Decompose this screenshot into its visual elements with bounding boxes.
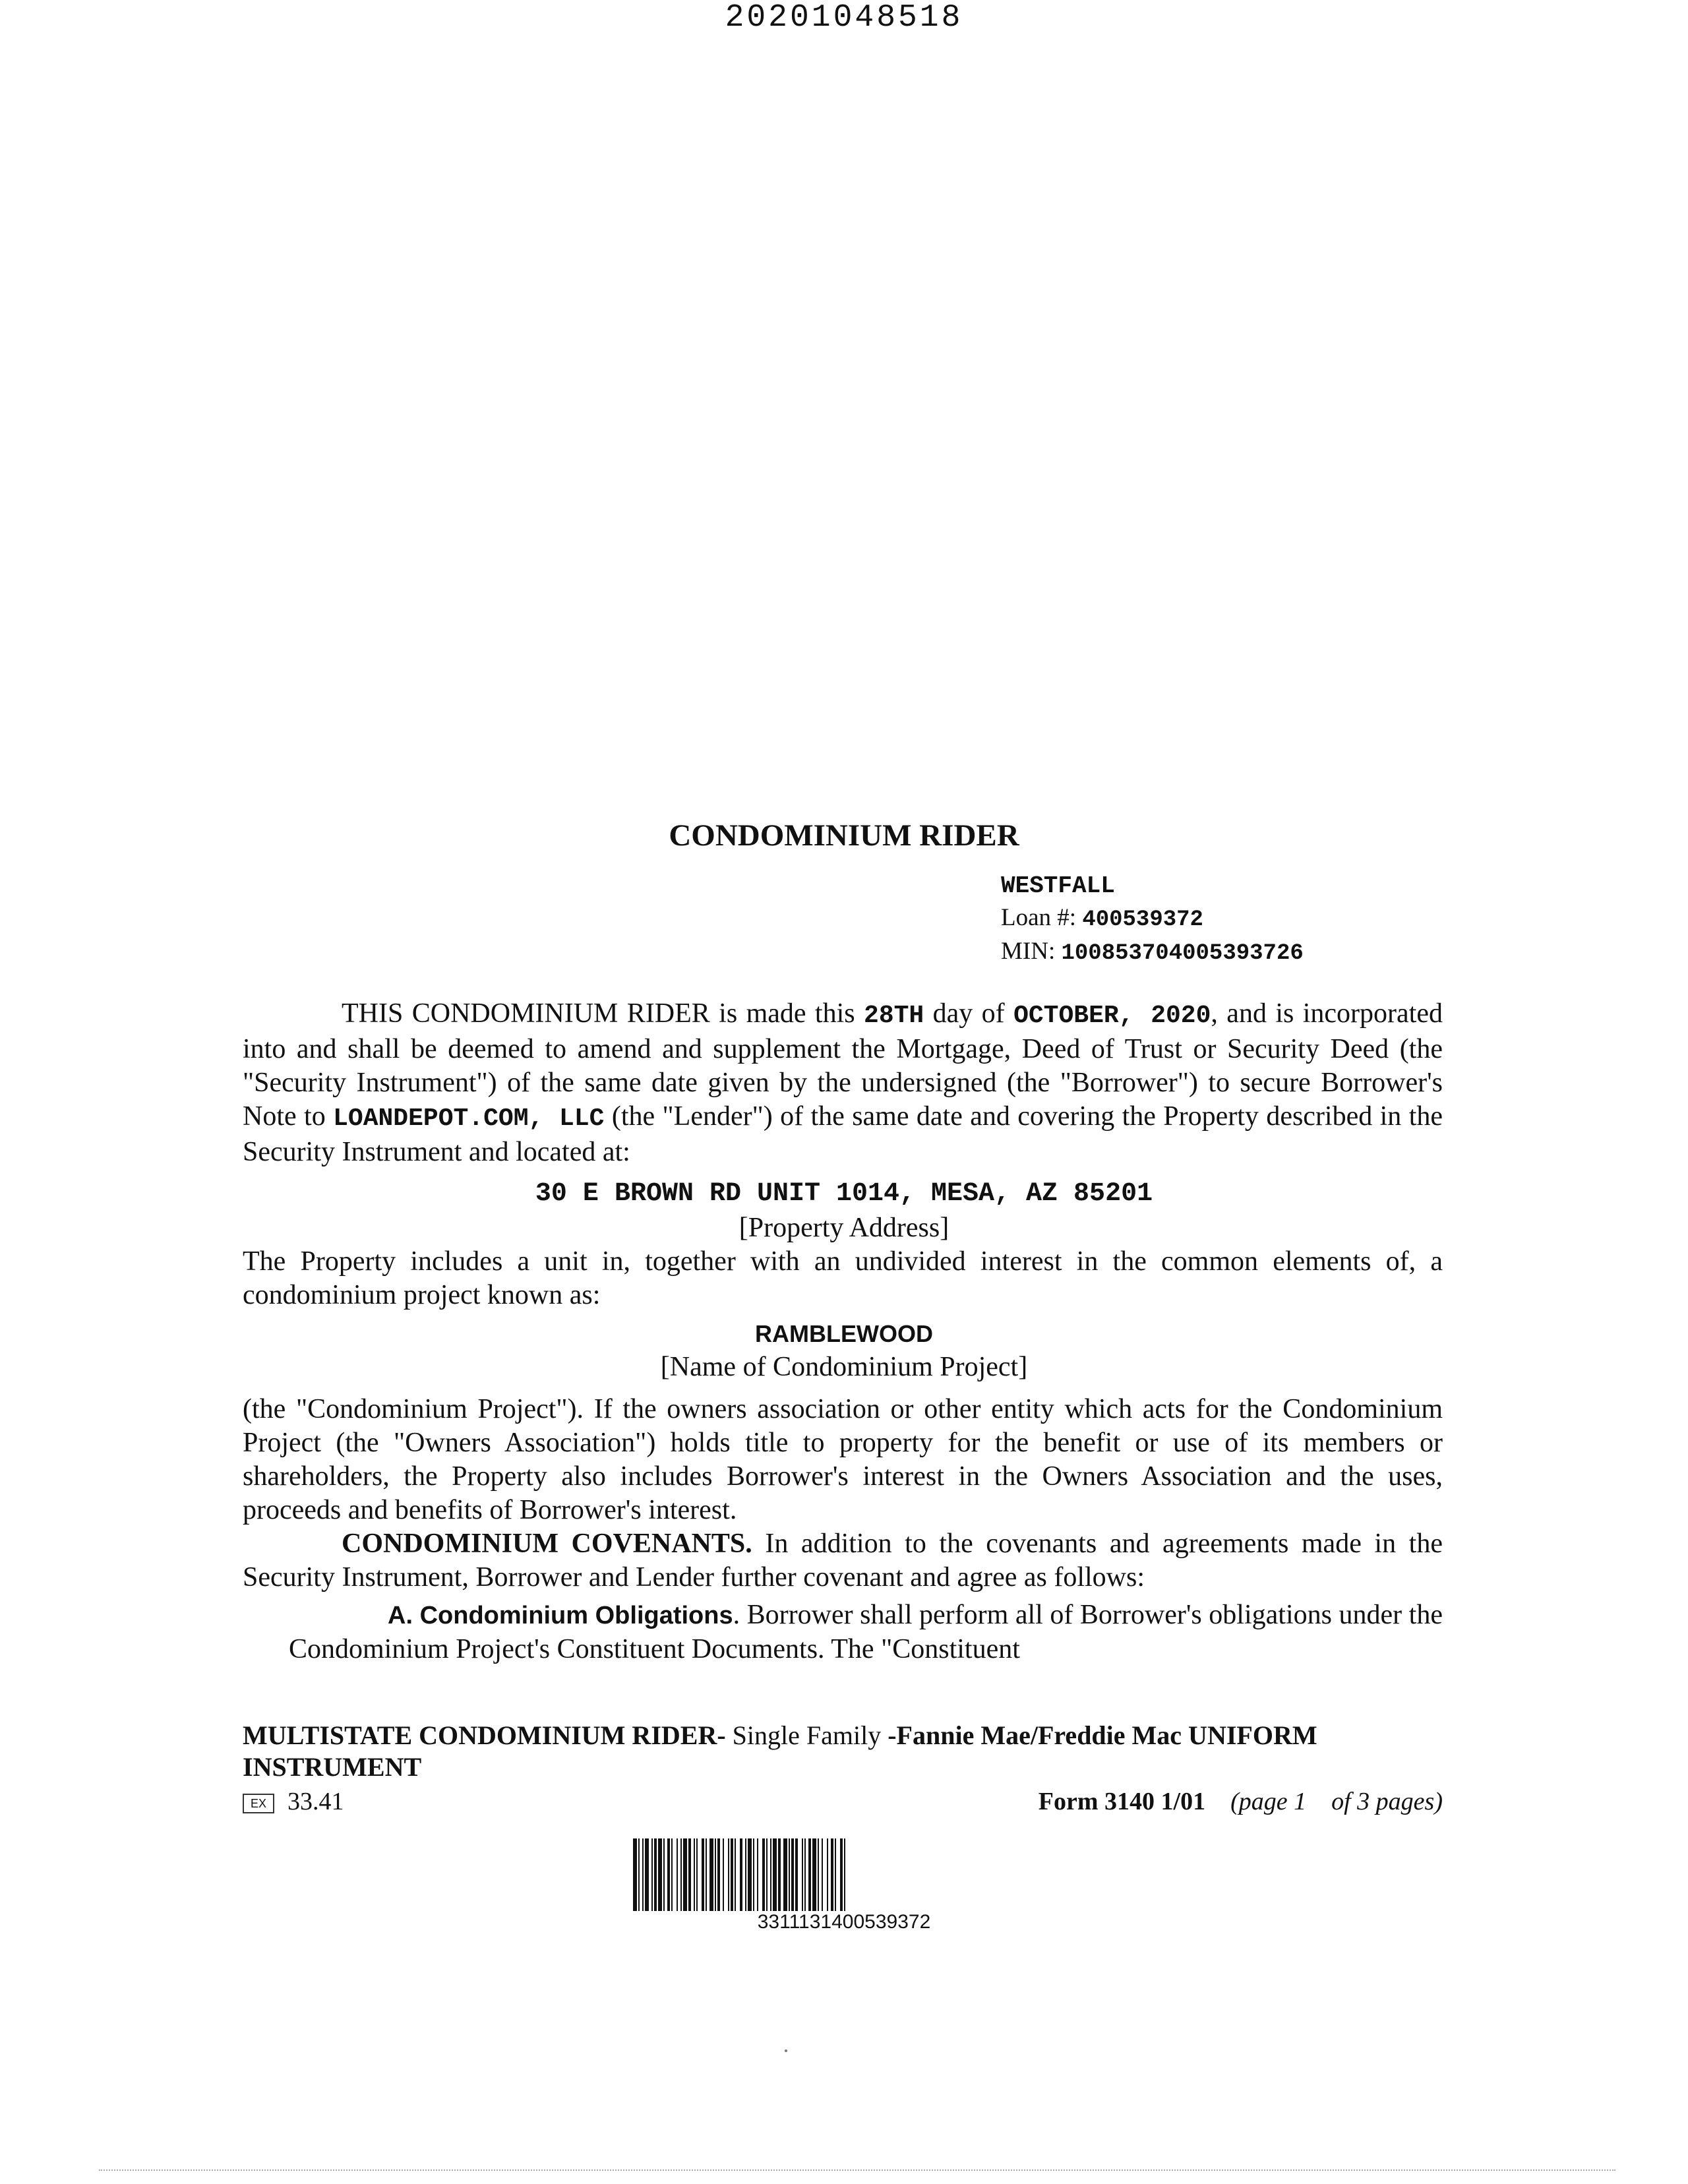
rider-day: 28TH <box>864 1002 924 1030</box>
scan-artifact-line <box>99 2169 1615 2171</box>
intro-text: day of <box>924 998 1014 1029</box>
owners-association-paragraph: (the "Condominium Project"). If the owners association or other entity which acts for the Condominium Project (the "Owners Association") holds title to property for the benefit or use of its members or shareholders, the Property also includes Borrower's interest in the Owners Association and the uses, proceeds and benefits of Borrower's interest. <box>243 1394 1443 1525</box>
form-info-row <box>243 1787 1443 1820</box>
section-a-text: . Borrower shall perform all of Borrower's obligations under the Condominium Project's Constituent Documents. The "Constituent <box>289 1600 1443 1664</box>
rider-month-year: OCTOBER, 2020 <box>1013 1002 1211 1030</box>
min-label: MIN: <box>1001 938 1056 965</box>
form-vendor-icon: EX <box>243 1794 274 1813</box>
barcode-number: 3311131400539372 <box>757 1911 931 1933</box>
page-count: of 3 pages) <box>1331 1788 1443 1815</box>
project-name: RAMBLEWOOD <box>755 1320 933 1347</box>
project-name-label: [Name of Condominium Project] <box>660 1352 1028 1382</box>
section-a-heading: A. Condominium Obligations <box>388 1602 733 1629</box>
intro-paragraph <box>243 997 1443 1169</box>
min-line <box>1001 936 1304 969</box>
page-number: (page 1 <box>1230 1788 1307 1815</box>
loan-id-block <box>1001 870 1304 969</box>
min-number: 100853704005393726 <box>1061 941 1304 966</box>
property-address-label: [Property Address] <box>738 1213 950 1243</box>
form-id <box>1039 1787 1443 1816</box>
footer-title-part: Single Family <box>725 1720 888 1750</box>
footer-title-part: MULTISTATE CONDOMINIUM RIDER- <box>243 1720 726 1750</box>
loan-number-line <box>1001 902 1304 936</box>
form-footer-title <box>243 1720 1443 1783</box>
intro-text: THIS CONDOMINIUM RIDER is made this <box>342 998 864 1029</box>
document-number: 20201048518 <box>725 0 963 36</box>
document-title: CONDOMINIUM RIDER <box>669 818 1019 853</box>
scan-speck <box>785 2049 787 2052</box>
form-code: 33.41 <box>287 1788 344 1815</box>
intro-text: (the "Lender") of the same date and covering the Property described in the Security Instrument and located at: <box>243 1101 1443 1167</box>
covenants-text: In addition to the covenants and agreements made in the Security Instrument, Borrower and Lender further covenant and agree as follows: <box>243 1529 1443 1592</box>
intro-text: , and is incorporated into and shall be deemed to amend and supplement the Mortgage, Deed of Trust or Security Deed (the "Security Instrument") of the same date given by the undersigned (the "Borrower") to secure Borrower's Note to <box>243 998 1443 1132</box>
loan-label: Loan #: <box>1001 904 1077 931</box>
property-address: 30 E BROWN RD UNIT 1014, MESA, AZ 85201 <box>535 1179 1153 1209</box>
loan-number: 400539372 <box>1082 907 1203 932</box>
section-a-paragraph <box>289 1598 1443 1666</box>
covenants-paragraph <box>243 1527 1443 1594</box>
footer-title-part: -Fannie Mae/Freddie Mac UNIFORM INSTRUMENT <box>243 1720 1317 1782</box>
borrower-name: WESTFALL <box>1001 872 1115 899</box>
form-number: Form 3140 1/01 <box>1038 1788 1206 1815</box>
barcode-image <box>633 1838 1055 1911</box>
property-paragraph: The Property includes a unit in, together with an undivided interest in the common elements of, a condominium project known as: <box>243 1246 1443 1310</box>
covenants-heading: CONDOMINIUM COVENANTS. <box>342 1529 752 1559</box>
lender-name: LOANDEPOT.COM, LLC <box>333 1105 605 1133</box>
